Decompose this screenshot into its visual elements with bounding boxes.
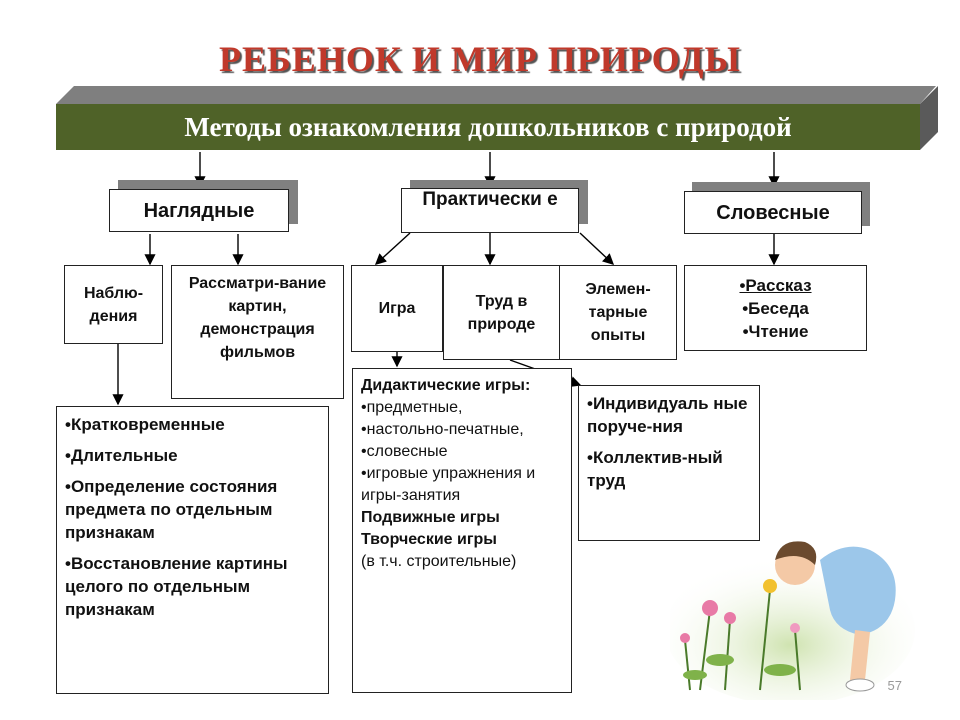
viewing-pictures-box: [171, 265, 344, 399]
viewing-label: Рассматри-вание картин, демонстрация фильмов: [188, 275, 327, 361]
list-item: •Длительные: [65, 446, 178, 465]
list-item: •Индивидуаль ные поруче-ния: [587, 394, 748, 436]
verbal-item-conversation: •Беседа: [742, 299, 809, 318]
list-item: •Кратковременные: [65, 415, 225, 434]
list-item: •предметные,: [361, 399, 463, 416]
banner-side-bevel: [920, 86, 938, 150]
game-box: [351, 265, 443, 352]
banner-top-bevel: [56, 86, 936, 104]
verbal-item-reading: •Чтение: [742, 322, 809, 341]
visual-methods-box: Наглядные: [109, 189, 289, 232]
didactic-games-heading: Дидактические игры:: [361, 377, 531, 394]
observation-label: Наблю-дения: [83, 284, 144, 325]
list-item: •Определение состояния предмета по отдельным признакам: [65, 477, 278, 542]
mobile-games: Подвижные игры: [361, 509, 500, 526]
list-item: •настольно-печатные,: [361, 421, 524, 438]
labor-label: Труд в природе: [467, 292, 536, 333]
experiments-box: [559, 265, 677, 360]
child-with-flowers-illustration: [670, 520, 920, 700]
experiments-label: Элемен-тарные опыты: [585, 281, 651, 344]
games-types-list: [352, 368, 572, 693]
creative-games: Творческие игры: [361, 531, 497, 548]
creative-games-note: (в т.ч. строительные): [361, 553, 517, 570]
observation-types-list: [56, 406, 329, 694]
verbal-item-story: •Рассказ: [739, 276, 812, 295]
page-title: РЕБЕНОК И МИР ПРИРОДЫ: [219, 39, 741, 79]
verbal-methods-box: Словесные: [684, 191, 862, 234]
list-item: •словесные: [361, 443, 448, 460]
labor-box: [443, 265, 560, 360]
practical-methods-box: Практически е: [401, 188, 579, 233]
game-label: Игра: [378, 300, 416, 317]
list-item: •Восстановление картины целого по отдельным признакам: [65, 554, 288, 619]
list-item: •игровые упражнения и игры-занятия: [361, 465, 536, 504]
list-item: •Коллектив-ный труд: [587, 448, 723, 490]
labor-types-list: [578, 385, 760, 541]
page-number: 57: [887, 678, 902, 693]
methods-banner: Методы ознакомления дошкольников с природой: [56, 104, 920, 150]
verbal-list-box: [684, 265, 867, 351]
observation-box: [64, 265, 163, 344]
